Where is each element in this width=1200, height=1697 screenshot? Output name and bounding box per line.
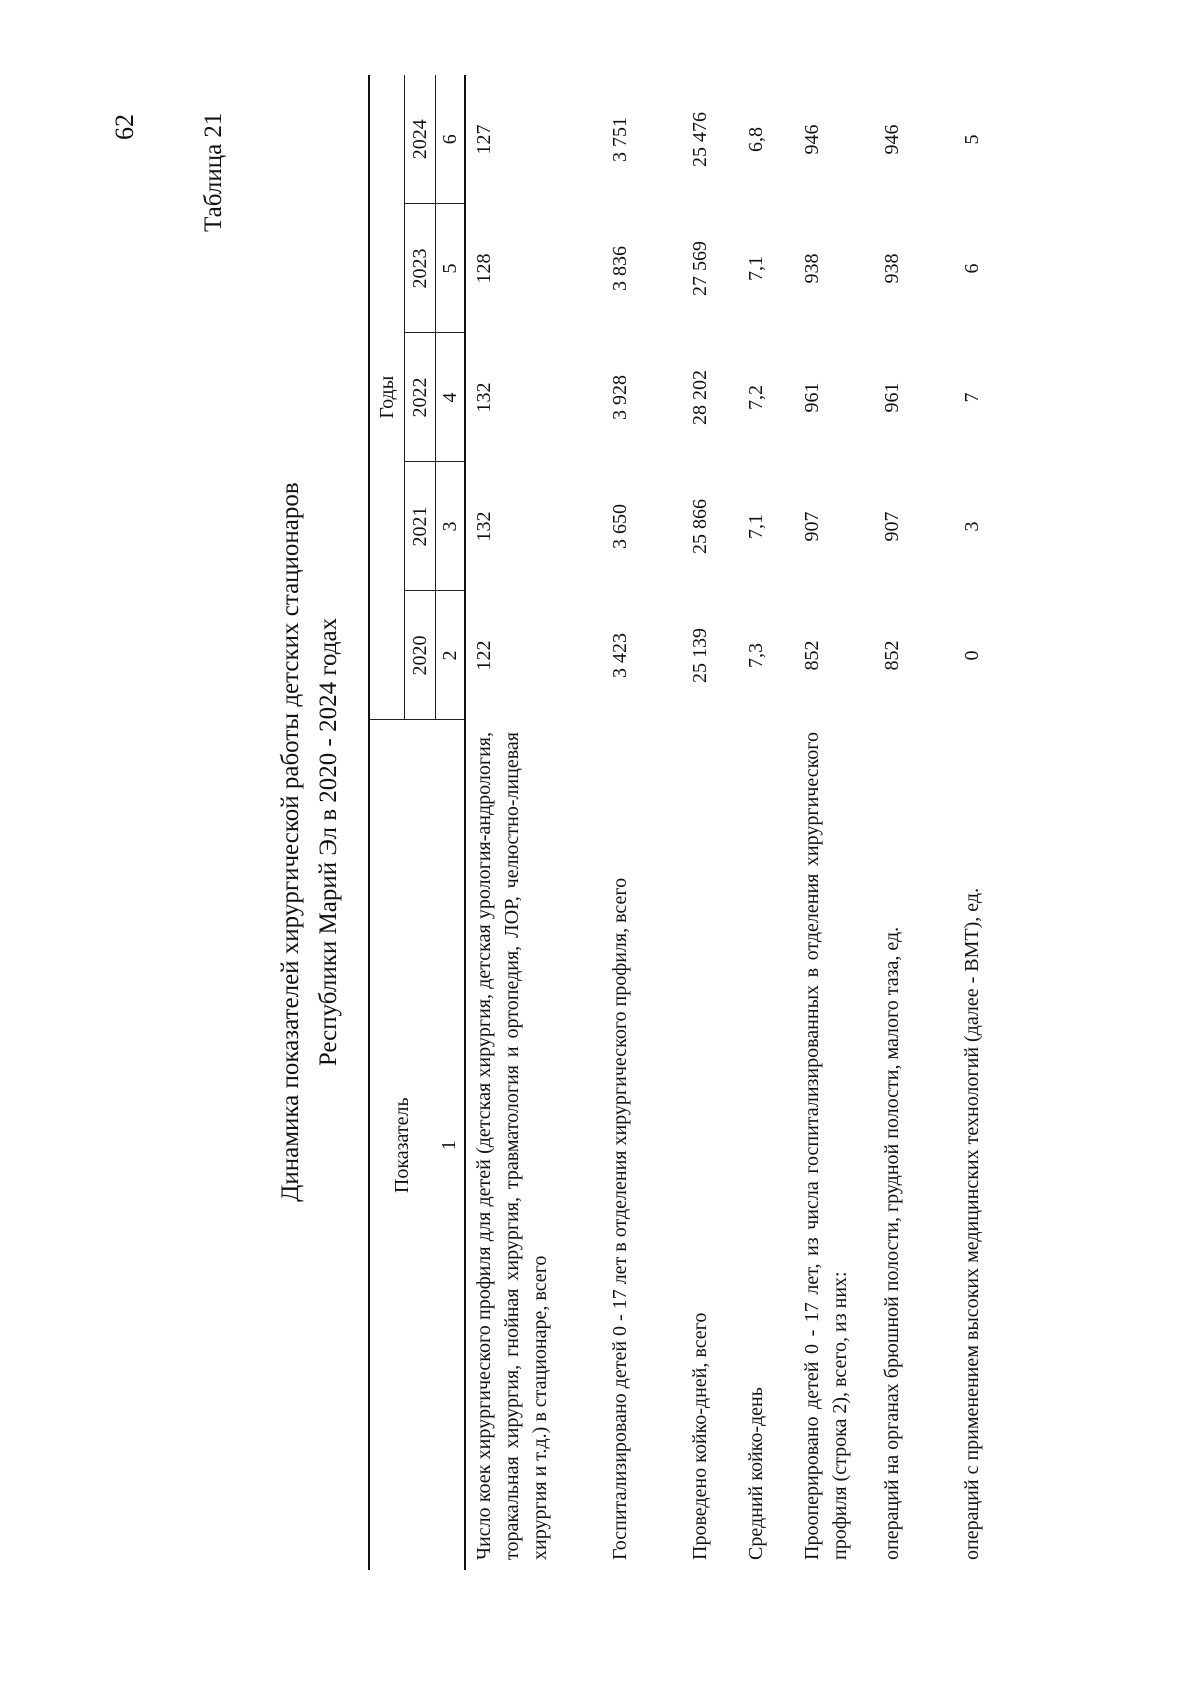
- row-value-2022: 961: [801, 382, 823, 413]
- row-value-2021: 7,1: [745, 514, 767, 539]
- row-value-2021: 25 866: [689, 499, 711, 554]
- row-value-2023: 938: [881, 253, 903, 284]
- row-value-2024: 6,8: [745, 127, 767, 152]
- row-value-2021: 3: [961, 521, 983, 532]
- row-value-2024: 946: [881, 124, 903, 155]
- header-year-2021: 2021: [405, 462, 436, 591]
- row-value-2023: 6: [961, 263, 983, 274]
- row-value-2020: 25 139: [689, 628, 711, 683]
- row-value-2023: 7,1: [745, 256, 767, 281]
- table-row-hmt-operations: [954, 75, 1034, 1570]
- row-label: Проведено койко-дней, всего: [689, 1312, 711, 1560]
- column-number-6: 6: [436, 75, 466, 204]
- table-row-abdominal-operations: [874, 75, 954, 1570]
- row-value-2021: 907: [801, 511, 823, 542]
- row-value-2022: 3 928: [609, 375, 631, 420]
- row-value-2020: 852: [881, 640, 903, 671]
- row-value-2022: 7,2: [745, 385, 767, 410]
- row-label: Прооперировано детей 0 - 17 лет, из числа госпитализированных в отделения хирургического профиля (строка 2), всего, из них:: [801, 732, 851, 1560]
- row-value-2020: 0: [961, 650, 983, 661]
- row-value-2020: 122: [473, 640, 495, 671]
- table-row-average-bed-day: [738, 75, 794, 1570]
- column-number-1: 1: [436, 720, 466, 1570]
- header-year-2020: 2020: [405, 591, 436, 720]
- row-value-2021: 132: [473, 511, 495, 542]
- row-value-2024: 946: [801, 124, 823, 155]
- header-year-2022: 2022: [405, 333, 436, 462]
- row-value-2021: 907: [881, 511, 903, 542]
- row-value-2023: 128: [473, 253, 495, 284]
- row-value-2022: 132: [473, 382, 495, 413]
- row-value-2020: 852: [801, 640, 823, 671]
- table-row-operated-children: [794, 75, 874, 1570]
- row-value-2024: 3 751: [609, 117, 631, 162]
- table-row-bed-days: [682, 75, 738, 1570]
- row-value-2024: 25 476: [689, 112, 711, 167]
- page-number: 62: [110, 114, 139, 140]
- title-line-1: Динамика показателей хирургической работы детских стационаров: [277, 482, 304, 1202]
- column-number-5: 5: [436, 204, 466, 333]
- row-value-2022: 7: [961, 392, 983, 403]
- header-indicator: Показатель: [369, 720, 436, 1570]
- row-value-2021: 3 650: [609, 504, 631, 549]
- row-value-2023: 938: [801, 253, 823, 284]
- row-value-2024: 127: [473, 124, 495, 155]
- title-line-2: Республики Марий Эл в 2020 - 2024 годах: [315, 617, 342, 1067]
- row-value-2023: 27 569: [689, 241, 711, 296]
- row-label: операций на органах брюшной полости, грудной полости, малого таза, ед.: [881, 926, 903, 1560]
- header-year-2024: 2024: [405, 75, 436, 204]
- row-label: Средний койко-день: [745, 1387, 767, 1560]
- table-row-hospitalized: [602, 75, 682, 1570]
- table-row-surgical-beds: [465, 75, 602, 1570]
- row-value-2022: 28 202: [689, 370, 711, 425]
- table-title: [272, 282, 348, 1402]
- column-number-2: 2: [436, 591, 466, 720]
- row-label: Госпитализировано детей 0 - 17 лет в отделения хирургического профиля, всего: [609, 877, 631, 1560]
- row-label: Число коек хирургического профиля для детей (детская хирургия, детская урология-андрология, торакальная хирургия, гнойная хирургия, травматология и ортопедия, ЛОР, челюстно-лицевая хирургия и т.д.) в стационаре, всего: [473, 732, 551, 1560]
- header-years-group: Годы: [369, 75, 405, 720]
- column-number-4: 4: [436, 333, 466, 462]
- row-value-2020: 3 423: [609, 633, 631, 678]
- surgery-stats-table: [368, 75, 1034, 1570]
- row-value-2023: 3 836: [609, 246, 631, 291]
- row-value-2024: 5: [961, 134, 983, 145]
- column-number-3: 3: [436, 462, 466, 591]
- row-value-2022: 961: [881, 382, 903, 413]
- table-number: Таблица 21: [200, 112, 227, 232]
- row-label: операций с применением высоких медицинских технологий (далее - ВМТ), ед.: [961, 887, 983, 1560]
- row-value-2020: 7,3: [745, 643, 767, 668]
- header-year-2023: 2023: [405, 204, 436, 333]
